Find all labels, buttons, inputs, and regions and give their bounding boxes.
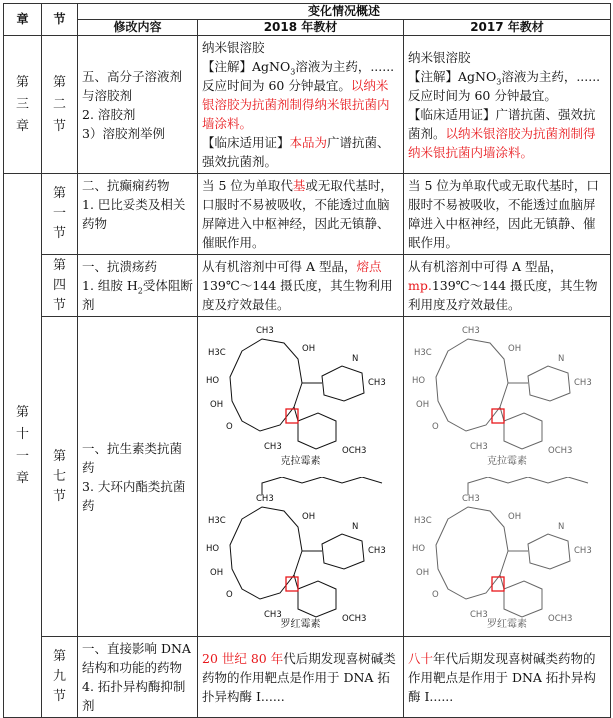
atom-label: H3C: [208, 348, 226, 358]
desosamine-ring: [322, 366, 364, 401]
content-line: 一、抗生素类抗菌药: [82, 440, 183, 475]
atom-label: O: [226, 590, 233, 600]
section-cell: [42, 174, 78, 255]
content-cell: [78, 174, 198, 255]
comparison-table: [3, 3, 611, 718]
content-line: 一、直接影响 DNA 结构和功能的药物: [82, 641, 191, 675]
section-label: 第一节: [52, 186, 66, 241]
content-line: 3）溶胶剂举例: [82, 125, 165, 141]
header-overview: 变化情况概述: [78, 4, 611, 20]
structures-2018: [198, 317, 404, 637]
atom-label: N: [352, 354, 359, 364]
changed-text: 以纳米银溶胶为抗菌剂制得纳米银抗菌内墙涂料。: [202, 78, 390, 131]
atom-label: CH3: [470, 610, 488, 620]
cell-2017: 当 5 位为单取代或无取代基时，口服时不易被吸收，不能透过血脑屏障进入中枢神经，因此无镇静、催眠作用。: [404, 174, 611, 255]
atom-label: OH: [302, 512, 316, 522]
content-line: 五、高分子溶液剂与溶胶剂: [82, 68, 183, 103]
content-line: 4. 拓扑异构酶抑制剂: [82, 679, 186, 713]
content-line: 3. 大环内酯类抗菌药: [82, 478, 186, 513]
atom-label: O: [432, 422, 439, 432]
atom-label: O: [432, 590, 439, 600]
atom-label: OH: [416, 568, 430, 578]
atom-label: OH: [508, 512, 522, 522]
content-cell: [78, 637, 198, 718]
section-label: 第四节: [52, 257, 66, 313]
atom-label: OH: [302, 344, 316, 354]
header-2017: 2017 年教材: [404, 20, 611, 36]
atom-label: N: [558, 354, 565, 364]
section-label: 第二节: [52, 74, 66, 134]
macrocycle-ring: [230, 507, 302, 599]
changed-text: 以纳米银溶胶为抗菌剂制得纳米银抗菌内墙涂料。: [408, 125, 596, 160]
cell-2017: [404, 36, 611, 174]
atom-label: O: [226, 422, 233, 432]
atom-label: N: [558, 522, 565, 532]
changed-text: 八十: [408, 650, 434, 666]
clarithromycin-caption: 克拉霉素: [280, 456, 321, 467]
macrocycle-ring: [230, 339, 302, 431]
atom-label: HO: [206, 544, 220, 554]
macrocycle-ring: [436, 339, 508, 431]
cell-2018: 当 5 位为单取代基或无取代基时，口服时不易被吸收，不能透过血脑屏障进入中枢神经，因此无镇静、催眠作用。: [198, 174, 404, 255]
header-2018: 2018 年教材: [198, 20, 404, 36]
roxithromycin-caption: 罗红霉素: [280, 619, 321, 630]
section-cell: [42, 255, 78, 317]
changed-text: 熔点: [356, 259, 382, 274]
atom-label: OH: [416, 400, 430, 410]
chapter-cell: [4, 36, 42, 174]
oxime-ether-chain: [468, 477, 588, 495]
clinical-paragraph: 【临床适用证】广谱抗菌、强效抗菌剂。以纳米银溶胶为抗菌剂制得纳米银抗菌内墙涂料。: [408, 106, 596, 160]
desosamine-ring: [528, 534, 570, 569]
content-line: 2. 溶胶剂: [82, 106, 136, 122]
atom-label: CH3: [368, 546, 386, 556]
clarithromycin-structure: [408, 321, 608, 471]
cell-2018: 20 世纪 80 年代后期发现喜树碱类药物的作用靶点是作用于 DNA 拓扑异构酶 I......: [198, 637, 404, 718]
content-line: 二、抗癫痫药物: [82, 178, 170, 193]
atom-label: CH3: [462, 494, 480, 504]
cladinose-ring: [298, 413, 336, 449]
content-line: 1. 组胺 $H_2$受体阻断剂: [82, 278, 193, 312]
cladinose-ring: [504, 413, 542, 449]
section-label: 第七节: [52, 448, 66, 504]
header-section: 节: [42, 4, 78, 36]
content-line: 一、抗溃疡药: [82, 259, 158, 274]
clarithromycin-caption: 克拉霉素: [487, 456, 527, 467]
roxithromycin-structure: [202, 477, 402, 627]
changed-text: 20 世纪 80 年: [202, 650, 284, 666]
section-cell: [42, 36, 78, 174]
atom-label: CH3: [264, 610, 282, 620]
atom-label: CH3: [470, 442, 488, 452]
atom-label: OCH3: [342, 446, 367, 456]
atom-label: HO: [412, 376, 426, 386]
clarithromycin-structure: [202, 321, 402, 471]
drug-title: 纳米银溶胶: [408, 49, 471, 65]
atom-label: OCH3: [548, 614, 573, 624]
atom-label: CH3: [256, 326, 274, 336]
section-cell: [42, 637, 78, 718]
desosamine-ring: [528, 366, 570, 401]
atom-label: H3C: [414, 348, 432, 358]
section-label: 第九节: [52, 649, 66, 704]
atom-label: OH: [210, 400, 224, 410]
clinical-paragraph: 【临床适用证】本品为广谱抗菌、强效抗菌剂。: [202, 135, 390, 169]
cladinose-ring: [504, 581, 542, 617]
header-modification: 修改内容: [78, 20, 198, 36]
atom-label: H3C: [414, 516, 432, 526]
atom-label: OH: [508, 344, 522, 354]
cladinose-ring: [298, 581, 336, 617]
header-chapter: 章: [4, 4, 42, 36]
atom-label: HO: [412, 544, 426, 554]
atom-label: H3C: [208, 516, 226, 526]
changed-text: 基: [292, 178, 306, 193]
chapter-label: 第十一章: [15, 404, 29, 486]
oxime-ether-chain: [262, 477, 382, 495]
atom-label: CH3: [256, 494, 274, 504]
desosamine-ring: [322, 534, 364, 569]
content-cell: [78, 36, 198, 174]
cell-2018: 从有机溶剂中可得 A 型晶，熔点139℃～144 摄氏度，其生物利用度及疗效最佳。: [198, 255, 404, 317]
structures-2017: [404, 317, 611, 637]
content-cell: [78, 255, 198, 317]
changed-text: mp.: [408, 278, 432, 293]
drug-title: 纳米银溶胶: [202, 40, 265, 55]
macrocycle-ring: [436, 507, 508, 599]
atom-label: CH3: [264, 442, 282, 452]
atom-label: CH3: [574, 378, 592, 388]
note-paragraph: 【注解】AgNO$_3$溶液为主药，......反应时间为 60 分钟最宜。: [408, 68, 601, 103]
roxithromycin-caption: 罗红霉素: [487, 619, 527, 630]
note-paragraph: 【注解】AgNO$_3$溶液为主药，......反应时间为 60 分钟最宜。以纳米银溶胶为抗菌剂制得纳米银抗菌内墙涂料。: [202, 59, 395, 131]
atom-label: OCH3: [342, 614, 367, 624]
changed-text: 本品为: [289, 135, 328, 150]
atom-label: N: [352, 522, 359, 532]
atom-label: CH3: [462, 326, 480, 336]
roxithromycin-structure: [408, 477, 608, 627]
cell-2017: 八十年代后期发现喜树碱类药物的作用靶点是作用于 DNA 拓扑异构酶 I......: [404, 637, 611, 718]
content-line: 1. 巴比妥类及相关药物: [82, 197, 186, 231]
atom-label: CH3: [368, 378, 386, 388]
atom-label: CH3: [574, 546, 592, 556]
chapter-label: 第三章: [15, 74, 29, 134]
content-cell: [78, 317, 198, 637]
atom-label: HO: [206, 376, 220, 386]
atom-label: OCH3: [548, 446, 573, 456]
cell-2017: 从有机溶剂中可得 A 型晶，mp.139℃～144 摄氏度，其生物利用度及疗效最佳。: [404, 255, 611, 317]
atom-label: OH: [210, 568, 224, 578]
section-cell: [42, 317, 78, 637]
cell-2018: [198, 36, 404, 174]
chapter-cell: [4, 174, 42, 718]
